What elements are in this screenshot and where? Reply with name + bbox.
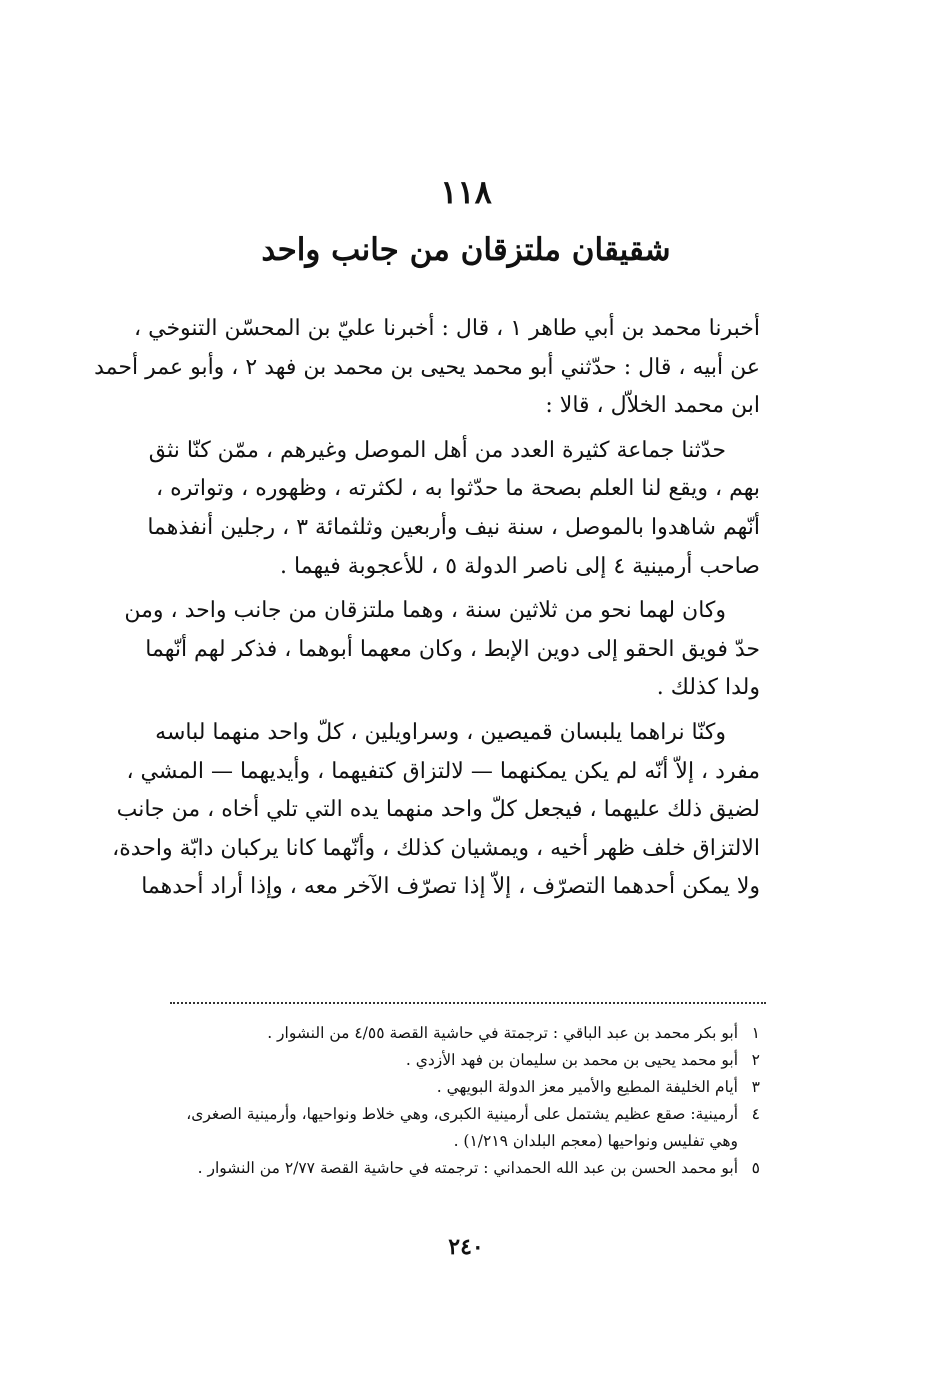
paragraph <box>94 310 760 426</box>
footnote-number: ١ <box>751 1024 760 1042</box>
paragraph <box>147 432 760 586</box>
footnote <box>162 1101 760 1128</box>
footnote-number: ٤ <box>751 1105 760 1123</box>
footnote-divider <box>170 1002 766 1004</box>
footnote <box>162 1155 760 1182</box>
text-line: بهم ، ويقع لنا العلم بصحة ما حدّثوا به ، لكثرته ، وظهوره ، وتواتره ، <box>156 476 760 502</box>
story-number: ١١٨ <box>440 173 492 211</box>
text-line: صاحب أرمينية ٤ إلى ناصر الدولة ٥ ، للأعجوبة فيهما . <box>280 553 760 579</box>
footnote-text: أبو محمد الحسن بن عبد الله الحمداني : ترجمته في حاشية القصة ٢/٧٧ من النشوار . <box>197 1159 738 1177</box>
footnote-text: وهي تفليس ونواحيها (معجم البلدان ١/٢١٩) . <box>453 1132 738 1150</box>
text-line: أنّهم شاهدوا بالموصل ، سنة نيف وأربعين وثلثمائة ٣ ، رجلين أنفذهما <box>147 514 760 540</box>
footnote-text: أبو بكر محمد بن عبد الباقي : ترجمتة في حاشية القصة ٤/٥٥ من النشوار . <box>267 1024 738 1042</box>
text-line: ولدا كذلك . <box>656 675 760 701</box>
text-line: حدّثنا جماعة كثيرة العدد من أهل الموصل وغيرهم ، ممّن كنّا نثق <box>148 437 726 463</box>
main-text <box>94 310 760 913</box>
text-line: ابن محمد الخلاّل ، قالا : <box>545 393 760 419</box>
footnote-text: أيام الخليفة المطيع والأمير معز الدولة البويهي . <box>436 1078 738 1096</box>
text-line: وكنّا نراهما يلبسان قميصين ، وسراويلين ، كلّ واحد منهما لباسه <box>155 719 726 745</box>
footnotes <box>162 1020 760 1182</box>
text-line: حدّ فويق الحقو إلى دوين الإبط ، وكان معهما أبوهما ، فذكر لهم أنّهما <box>145 636 760 662</box>
footnote-text: أرمينية: صقع عظيم يشتمل على أرمينية الكبرى، وهي خلاط ونواحيها، وأرمينية الصغرى، <box>186 1105 738 1123</box>
footnote-continuation <box>162 1128 760 1155</box>
paragraph <box>112 714 760 907</box>
footnote-number: ٢ <box>751 1051 760 1069</box>
text-line: الالتزاق خلف ظهر أخيه ، ويمشيان كذلك ، وأنّهما كانا يركبان دابّة واحدة، <box>112 835 760 861</box>
text-line: ولا يمكن أحدهما التصرّف ، إلاّ إذا تصرّف الآخر معه ، وإذا أراد أحدهما <box>141 874 760 900</box>
text-line: مفرد ، إلاّ أنّه لم يكن يمكنهما — لالتزاق كتفيهما ، وأيديهما — المشي ، <box>126 758 760 784</box>
footnote <box>162 1047 760 1074</box>
text-line: أخبرنا محمد بن أبي طاهر ١ ، قال : أخبرنا عليّ بن المحسّن التنوخي ، <box>134 316 760 341</box>
text-line: لضيق ذلك عليهما ، فيجعل كلّ واحد منهما يده التي تلي أخاه ، من جانب <box>116 797 760 823</box>
footnote-text: أبو محمد يحيى بن محمد بن سليمان بن فهد الأزدي . <box>405 1051 738 1069</box>
footnote-number: ٣ <box>751 1078 760 1096</box>
page-number: ٢٤٠ <box>448 1234 484 1260</box>
footnote-number: ٥ <box>751 1159 760 1177</box>
text-line: عن أبيه ، قال : حدّثني أبو محمد يحيى بن محمد بن فهد ٢ ، وأبو عمر أحمد <box>94 354 760 380</box>
story-title: شقيقان ملتزقان من جانب واحد <box>261 232 671 268</box>
footnote <box>162 1074 760 1101</box>
footnote <box>162 1020 760 1047</box>
text-line: وكان لهما نحو من ثلاثين سنة ، وهما ملتزقان من جانب واحد ، ومن <box>124 598 726 624</box>
paragraph <box>124 592 760 708</box>
